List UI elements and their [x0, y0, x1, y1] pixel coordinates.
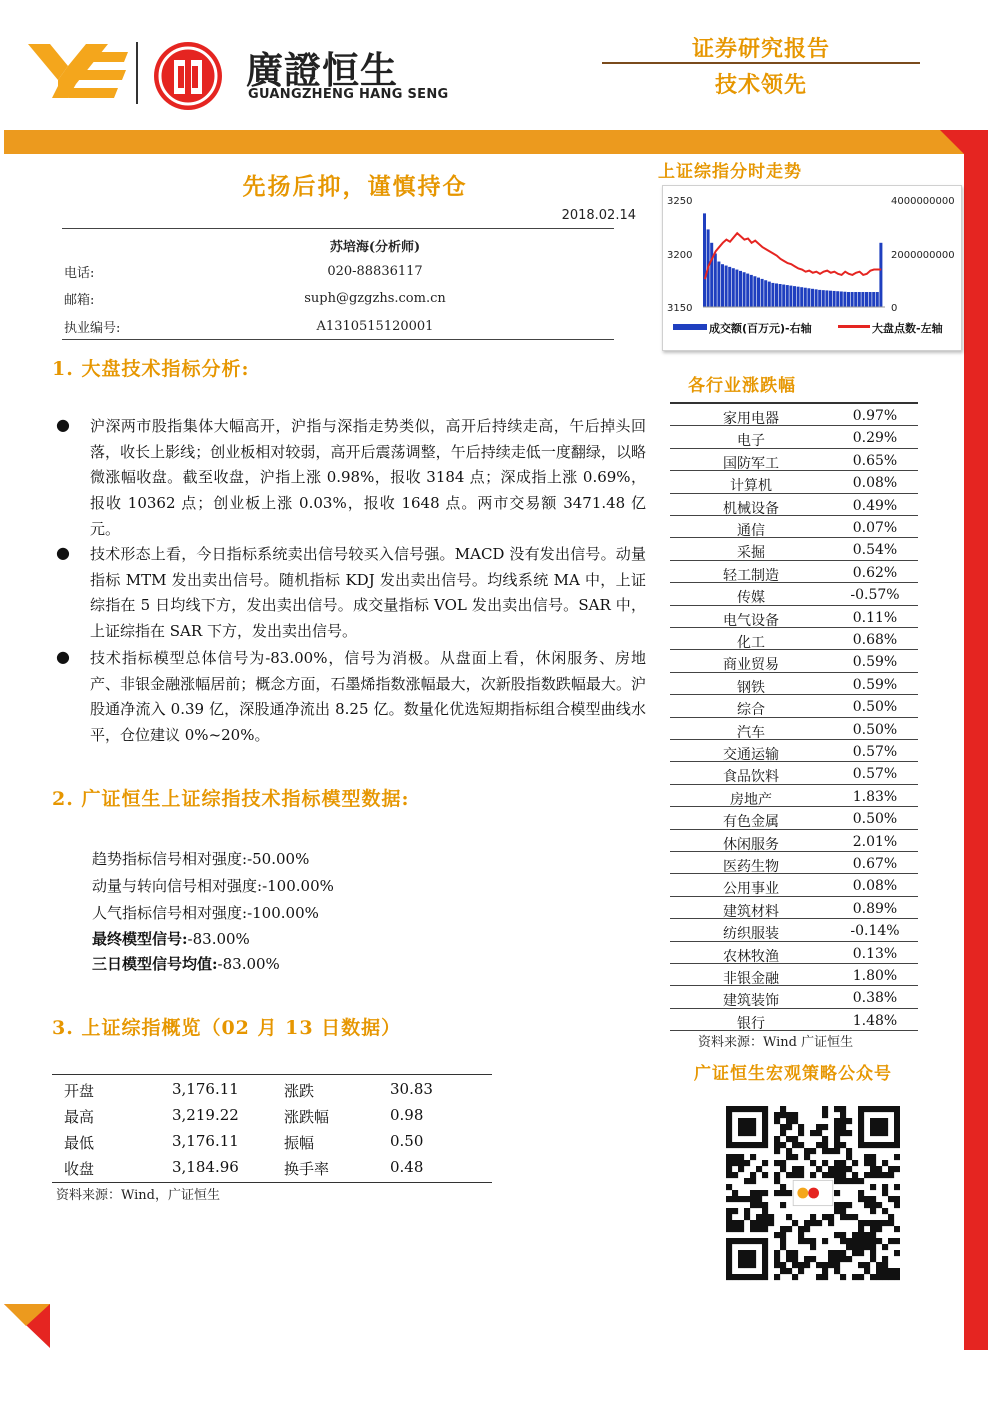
volume-bar	[717, 262, 720, 307]
section2-heading: 2. 广证恒生上证综指技术指标模型数据:	[52, 788, 410, 810]
volume-bar	[840, 291, 843, 307]
industry-name: 电气设备	[723, 612, 779, 629]
industry-table-title: 各行业涨跌幅	[688, 376, 796, 396]
overview-top-rule	[52, 1074, 492, 1075]
industry-row	[670, 561, 918, 583]
industry-row	[670, 986, 918, 1008]
volume-bar	[807, 288, 810, 307]
volume-bar	[811, 289, 814, 307]
volume-bar	[800, 287, 803, 307]
signal-label: 三日模型信号均值:	[92, 955, 218, 973]
signal-value: -83.00%	[217, 955, 280, 973]
industry-row	[670, 718, 918, 740]
industry-row	[670, 628, 918, 650]
volume-bar	[710, 243, 713, 307]
industry-name: 传媒	[737, 590, 765, 607]
volume-bar	[732, 268, 735, 307]
industry-name: 国防军工	[723, 455, 779, 472]
legend-volume-swatch	[673, 324, 707, 330]
legend-volume-label: 成交额(百万元)-右轴	[709, 322, 812, 335]
volume-bar	[833, 291, 836, 307]
volume-bar	[797, 287, 800, 307]
industry-row	[670, 964, 918, 986]
industry-change: 0.50%	[852, 811, 898, 828]
overview-value: 0.48	[390, 1158, 424, 1176]
signal-label: 趋势指标信号相对强度:	[92, 850, 248, 868]
industry-change: 0.59%	[852, 654, 898, 671]
industry-change: 0.89%	[852, 900, 898, 917]
overview-label: 最高	[64, 1108, 95, 1126]
volume-bar	[764, 280, 767, 307]
brand-name-en: GUANGZHENG HANG SENG	[248, 87, 449, 102]
industry-name: 公用事业	[723, 881, 779, 898]
overview-label: 换手率	[284, 1160, 330, 1178]
legend-price-label: 大盘点数-左轴	[872, 322, 943, 335]
overview-value: 3,184.96	[172, 1158, 239, 1176]
volume-bar	[825, 290, 828, 307]
industry-name: 计算机	[730, 478, 772, 495]
volume-bar	[739, 271, 742, 307]
industry-row	[670, 695, 918, 717]
volume-bar	[779, 284, 782, 307]
overview-label: 最低	[64, 1134, 95, 1152]
left-axis-tick: 3200	[667, 250, 693, 261]
title-rule	[62, 228, 614, 229]
bullet-dot: ●	[56, 543, 70, 562]
volume-bar	[725, 266, 728, 307]
report-type: 证券研究报告	[691, 36, 830, 62]
industry-change: -0.14%	[850, 923, 900, 940]
industry-name: 化工	[737, 635, 765, 651]
qr-code-icon	[726, 1104, 900, 1282]
volume-bar	[847, 292, 850, 307]
volume-bar	[829, 291, 832, 307]
section1-paragraph: 技术指标模型总体信号为-83.00%，信号为消极。从盘面上看，休闲服务、房地产、非银金融涨幅居前；概念方面，石墨烯指数涨幅最大，次新股指数跌幅最大。沪股通净流入 0.39 亿，深股通净流出 8.25 亿。数量化优选短期指标组合模型曲线水平，仓位建议 0%~20%。	[90, 649, 646, 745]
industry-row	[670, 740, 918, 762]
industry-row	[670, 807, 918, 829]
industry-name: 食品饮料	[723, 769, 779, 786]
industry-change: 0.54%	[852, 542, 898, 559]
volume-bar	[815, 289, 818, 307]
industry-name: 农林牧渔	[723, 948, 779, 965]
brand-ye-logo	[28, 40, 128, 102]
volume-bar	[818, 290, 821, 307]
industry-change: 0.57%	[852, 766, 898, 783]
industry-change: 1.83%	[852, 788, 898, 805]
signal-line	[92, 848, 309, 869]
volume-bar	[735, 270, 738, 307]
signal-line	[92, 953, 280, 974]
volume-bar	[843, 292, 846, 307]
volume-bar	[775, 283, 778, 307]
overview-value: 3,176.11	[172, 1080, 239, 1098]
industry-name: 商业贸易	[723, 657, 779, 674]
industry-row	[670, 606, 918, 628]
report-title: 先扬后抑，谨慎持仓	[242, 173, 468, 200]
overview-value: 0.98	[390, 1106, 424, 1124]
industry-change: 0.59%	[852, 676, 898, 693]
volume-bar	[728, 267, 731, 307]
volume-bar	[743, 272, 746, 307]
license-value: A1310515120001	[316, 319, 434, 334]
volume-bar	[753, 276, 756, 307]
industry-name: 建筑装饰	[723, 993, 779, 1010]
overview-label: 开盘	[64, 1082, 95, 1100]
industry-name: 机械设备	[723, 500, 779, 517]
volume-bar	[757, 278, 760, 307]
orange-band	[4, 130, 964, 154]
industry-row	[670, 673, 918, 695]
intraday-chart-title: 上证综指分时走势	[658, 162, 802, 182]
volume-bar	[714, 254, 717, 308]
section1-paragraph: 沪深两市股指集体大幅高开，沪指与深指走势类似，高开后持续走高，午后掉头回落，收长上影线；创业板相对较弱，高开后震荡调整，午后持续走低一度翻绿，以略微涨幅收盘。截至收盘，沪指上涨 0.98%，报收 3184 点；深成指上涨 0.69%，报收 10362 点；创业板上涨 0.03%，报收 1648 点。两市交易额 3471.48 亿元。	[90, 417, 646, 538]
right-axis-tick: 2000000000	[891, 250, 955, 261]
report-date: 2018.02.14	[561, 208, 636, 223]
volume-bar	[854, 292, 857, 307]
industry-row	[670, 538, 918, 560]
industry-change: 0.08%	[852, 878, 898, 895]
brand-seal-logo	[152, 40, 224, 112]
section1-heading: 1. 大盘技术指标分析:	[52, 358, 250, 380]
intraday-chart	[663, 186, 963, 352]
volume-bar	[768, 282, 771, 307]
volume-bar	[793, 286, 796, 307]
overview-value: 0.50	[390, 1132, 424, 1150]
volume-bar	[869, 292, 872, 307]
volume-bar	[782, 285, 785, 307]
industry-change: 0.65%	[852, 452, 898, 469]
industry-row	[670, 583, 918, 605]
industry-name: 钢铁	[737, 679, 765, 696]
industry-row	[670, 471, 918, 493]
industry-change: 0.57%	[852, 744, 898, 760]
industry-name: 交通运输	[723, 747, 779, 763]
industry-change: 1.80%	[852, 968, 898, 984]
industry-name: 综合	[737, 702, 765, 719]
volume-bar	[822, 290, 825, 307]
industry-row	[670, 449, 918, 471]
signal-line	[92, 902, 319, 923]
industry-row	[670, 830, 918, 852]
industry-row	[670, 852, 918, 874]
overview-label: 涨跌	[284, 1082, 315, 1100]
industry-change: 0.50%	[852, 721, 898, 738]
signal-value: -100.00%	[247, 904, 319, 922]
right-axis-tick: 0	[891, 303, 898, 314]
overview-label: 涨跌幅	[284, 1108, 330, 1126]
volume-bar	[721, 264, 724, 307]
brand-name-cn: 廣證恒生	[246, 49, 398, 92]
industry-name: 银行	[737, 1015, 765, 1032]
industry-row	[670, 650, 918, 672]
bullet-dot: ●	[56, 647, 70, 666]
industry-change: 0.50%	[852, 699, 898, 716]
volume-bar	[703, 213, 706, 307]
corner-triangle	[940, 130, 964, 154]
volume-bar	[750, 275, 753, 307]
volume-bar	[876, 292, 879, 307]
section1-paragraph: 技术形态上看，今日指标系统卖出信号较买入信号强。MACD 没有发出信号。动量指标 MTM 发出卖出信号。随机指标 KDJ 发出卖出信号。均线系统 MA 中，上证综指在 5 日均线下方，发出卖出信号。成交量指标 VOL 发出卖出信号。SAR 中，上证综指在 SAR 下方，发出卖出信号。	[90, 545, 646, 641]
qr-title: 广证恒生宏观策略公众号	[694, 1064, 892, 1084]
volume-bar	[872, 292, 875, 307]
signal-label: 人气指标信号相对强度:	[92, 904, 248, 922]
signal-line	[92, 928, 250, 949]
email-label: 邮箱:	[64, 293, 95, 308]
volume-bar	[879, 243, 882, 307]
logo-divider	[136, 42, 138, 104]
industry-name: 休闲服务	[723, 836, 779, 853]
industry-name: 房地产	[730, 791, 772, 808]
phone-label: 电话:	[64, 266, 95, 281]
industry-row	[670, 1009, 918, 1031]
volume-bar	[851, 292, 854, 307]
volume-bar	[746, 274, 749, 307]
report-tagline: 技术领先	[714, 72, 807, 98]
phone-value: 020-88836117	[327, 264, 423, 279]
overview-label: 收盘	[64, 1160, 95, 1178]
industry-name: 采掘	[737, 545, 765, 562]
price-line	[705, 233, 881, 279]
industry-name: 医药生物	[723, 859, 779, 875]
industry-name: 建筑材料	[723, 903, 779, 920]
email-value[interactable]: suph@gzgzhs.com.cn	[304, 291, 446, 306]
left-axis-tick: 3150	[667, 303, 693, 314]
industry-row	[670, 762, 918, 784]
overview-bottom-rule	[52, 1182, 492, 1183]
red-side-bar	[964, 130, 988, 1350]
industry-row	[670, 942, 918, 964]
overview-value: 30.83	[390, 1080, 433, 1098]
signal-value: -83.00%	[187, 930, 250, 948]
overview-value: 3,176.11	[172, 1132, 239, 1150]
industry-row	[670, 494, 918, 516]
overview-value: 3,219.22	[172, 1106, 239, 1124]
volume-bar	[786, 285, 789, 307]
overview-label: 振幅	[284, 1134, 315, 1152]
industry-change: 0.62%	[852, 564, 898, 581]
footer-triangle	[4, 1304, 50, 1348]
industry-change: 0.11%	[852, 609, 898, 626]
signal-value: -50.00%	[247, 850, 310, 868]
volume-bar	[761, 279, 764, 307]
industry-name: 非银金融	[723, 971, 779, 987]
industry-row	[670, 516, 918, 538]
volume-bar	[858, 292, 861, 307]
industry-name: 通信	[737, 523, 765, 539]
industry-name: 电子	[737, 433, 765, 450]
right-axis-tick: 4000000000	[891, 196, 955, 207]
volume-bar	[865, 292, 868, 307]
industry-change: 0.49%	[852, 497, 898, 514]
volume-bar	[789, 286, 792, 307]
industry-row	[670, 897, 918, 919]
industry-change: 0.68%	[852, 632, 898, 648]
overview-source: 资料来源：Wind，广证恒生	[56, 1188, 220, 1203]
industry-name: 纺织服装	[723, 926, 779, 943]
industry-row	[670, 404, 918, 426]
signal-label: 最终模型信号:	[92, 930, 188, 948]
signal-line	[92, 875, 334, 896]
volume-bar	[836, 291, 839, 307]
industry-change: 0.29%	[852, 430, 898, 447]
bullet-dot: ●	[56, 415, 70, 434]
signal-label: 动量与转向信号相对强度:	[92, 877, 263, 895]
industry-name: 轻工制造	[723, 567, 779, 584]
volume-bar	[804, 288, 807, 307]
header-rule	[602, 62, 920, 64]
industry-change: 0.08%	[852, 475, 898, 492]
intraday-chart-frame	[662, 185, 962, 351]
left-axis-tick: 3250	[667, 196, 693, 207]
industry-source: 资料来源：Wind 广证恒生	[698, 1035, 854, 1050]
industry-name: 汽车	[737, 724, 765, 741]
industry-row	[670, 919, 918, 941]
industry-row	[670, 785, 918, 807]
industry-change: 0.07%	[852, 520, 898, 536]
volume-bar	[771, 283, 774, 307]
signal-value: -100.00%	[262, 877, 334, 895]
industry-change: 0.97%	[852, 408, 898, 424]
industry-change: 1.48%	[852, 1012, 898, 1029]
license-label: 执业编号:	[64, 321, 121, 336]
industry-change: 2.01%	[852, 833, 898, 850]
industry-change: 0.13%	[852, 945, 898, 962]
industry-change: -0.57%	[850, 587, 900, 604]
analyst-name: 苏培海(分析师)	[329, 240, 421, 255]
industry-row	[670, 874, 918, 896]
section3-heading: 3. 上证综指概览（02 月 13 日数据）	[52, 1017, 402, 1039]
industry-name: 家用电器	[723, 411, 779, 427]
industry-row	[670, 426, 918, 448]
industry-change: 0.38%	[852, 990, 898, 1007]
legend-price-swatch	[838, 325, 870, 328]
volume-bar	[861, 292, 864, 307]
info-rule	[62, 339, 614, 340]
industry-name: 有色金属	[723, 814, 779, 831]
industry-change: 0.67%	[852, 856, 898, 872]
